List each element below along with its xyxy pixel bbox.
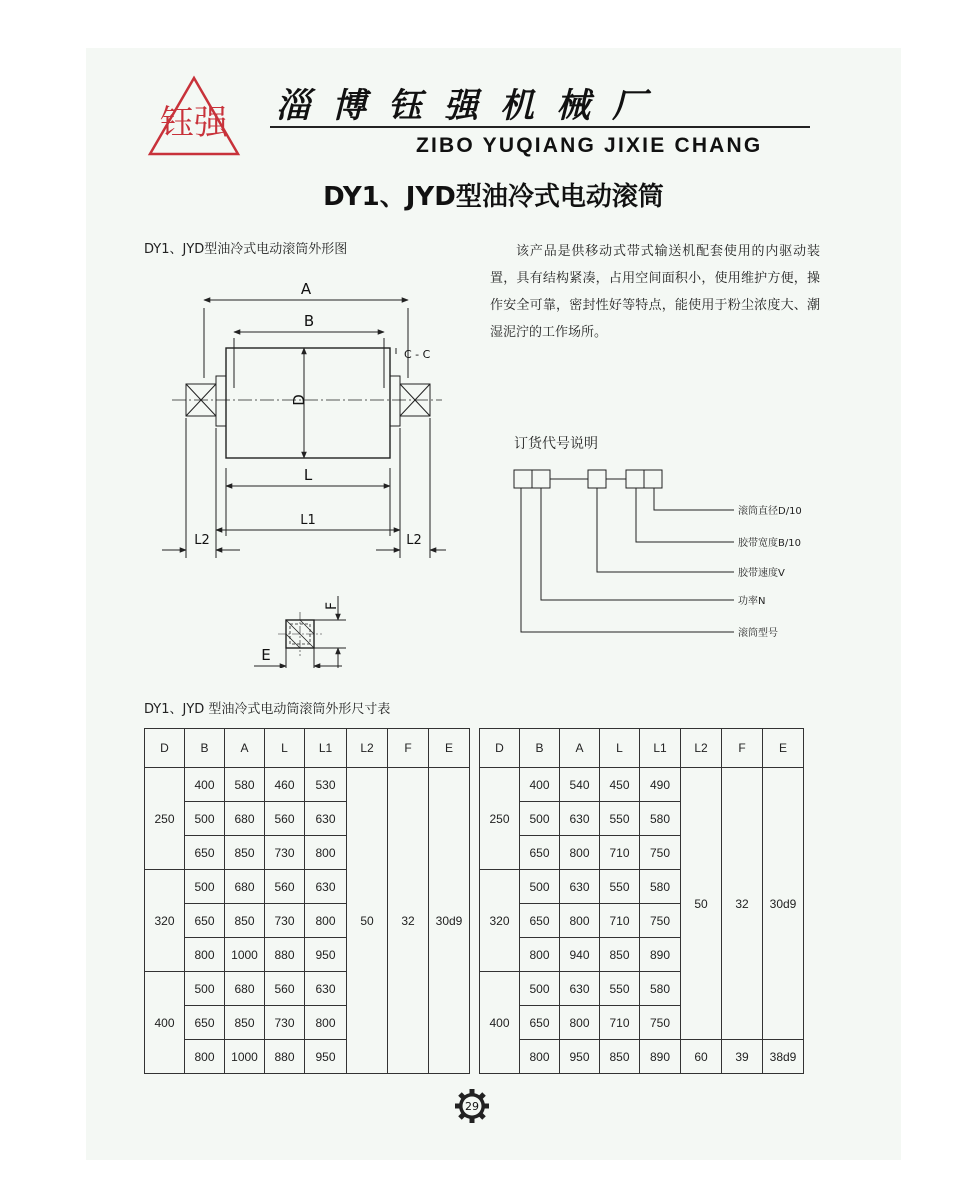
cell: 550: [600, 870, 640, 904]
header-b: B: [185, 729, 225, 768]
table-row: [145, 768, 470, 802]
flange-left: [216, 376, 226, 426]
cell: 1000: [225, 1040, 265, 1074]
cell: 710: [600, 1006, 640, 1040]
cell: 800: [185, 1040, 225, 1074]
cell: 550: [600, 972, 640, 1006]
cell: 550: [600, 802, 640, 836]
logo-text: 钰强: [160, 103, 228, 143]
header-a: A: [225, 729, 265, 768]
cell: 730: [265, 836, 305, 870]
order-item-model: 滚筒型号: [738, 628, 778, 639]
cell: 680: [225, 802, 265, 836]
cell: 650: [520, 1006, 560, 1040]
header-l: L: [265, 729, 305, 768]
cell: 650: [185, 904, 225, 938]
cell: 850: [600, 1040, 640, 1074]
cell: 650: [185, 836, 225, 870]
order-item-diameter: 滚筒直径D/10: [738, 506, 802, 517]
label-cc: C - C: [404, 348, 431, 361]
company-logo: [146, 74, 242, 158]
outline-drawing: [146, 268, 446, 668]
cell-l2: 50: [681, 768, 722, 1040]
label-l2-right: L2: [406, 533, 422, 548]
cell: 1000: [225, 938, 265, 972]
code-box-speed: [588, 470, 606, 488]
cell: 650: [520, 904, 560, 938]
cell: 400: [185, 768, 225, 802]
leader-power: [541, 488, 734, 600]
order-item-width: 胶带宽度B/10: [738, 538, 801, 549]
company-name-english: ZIBO YUQIANG JIXIE CHANG: [416, 134, 763, 157]
table-header-row: [480, 729, 804, 768]
page-number-badge: [454, 1088, 490, 1124]
cell: 580: [640, 802, 681, 836]
cell-f: 39: [722, 1040, 763, 1074]
cell: 460: [265, 768, 305, 802]
cell: 880: [265, 938, 305, 972]
leader-speed: [597, 488, 734, 572]
label-l2-left: L2: [194, 533, 210, 548]
cell-d: 320: [480, 870, 520, 972]
code-box-power: [532, 470, 550, 488]
diagram-caption: DY1、JYD型油冷式电动滚筒外形图: [144, 242, 348, 257]
cell: 800: [305, 836, 347, 870]
cell: 730: [265, 904, 305, 938]
cell: 750: [640, 904, 681, 938]
cell: 650: [520, 836, 560, 870]
cell: 500: [185, 972, 225, 1006]
header-b: B: [520, 729, 560, 768]
leader-diameter: [654, 488, 734, 510]
flange-right: [390, 376, 400, 426]
company-name-chinese: 淄博钰强机械厂: [276, 86, 668, 126]
label-d: D: [290, 394, 308, 406]
header-l1: L1: [640, 729, 681, 768]
label-a: A: [300, 280, 312, 298]
cell: 560: [265, 870, 305, 904]
header-e: E: [763, 729, 804, 768]
header-f: F: [722, 729, 763, 768]
dimension-table-left: [144, 728, 470, 1074]
cell: 850: [225, 904, 265, 938]
cell: 650: [185, 1006, 225, 1040]
cell: 750: [640, 836, 681, 870]
cell: 630: [305, 972, 347, 1006]
cell: 800: [560, 904, 600, 938]
cell: 800: [185, 938, 225, 972]
table-caption: DY1、JYD 型油冷式电动筒滚筒外形尺寸表: [144, 702, 391, 717]
cell-d: 400: [480, 972, 520, 1074]
header-l2: L2: [681, 729, 722, 768]
table-row: [480, 768, 804, 802]
cell-d: 250: [480, 768, 520, 870]
cell-d: 400: [145, 972, 185, 1074]
drum-body: [226, 348, 390, 458]
cell: 500: [185, 870, 225, 904]
cell-f: 32: [388, 768, 429, 1074]
cell: 560: [265, 802, 305, 836]
cell: 630: [305, 870, 347, 904]
cell: 750: [640, 1006, 681, 1040]
cell: 890: [640, 938, 681, 972]
order-code-diagram: [506, 458, 806, 643]
cell: 890: [640, 1040, 681, 1074]
header-l1: L1: [305, 729, 347, 768]
cell-e: 30d9: [429, 768, 470, 1074]
cell: 850: [225, 1006, 265, 1040]
cell: 540: [560, 768, 600, 802]
label-l: L: [303, 466, 313, 484]
header-e: E: [429, 729, 470, 768]
catalog-page: [86, 48, 901, 1160]
label-e: E: [261, 646, 271, 664]
header-f: F: [388, 729, 429, 768]
header-d: D: [480, 729, 520, 768]
header-rule: [270, 126, 810, 128]
header-l: L: [600, 729, 640, 768]
dimension-table-right: [479, 728, 804, 1074]
cell-l2: 50: [347, 768, 388, 1074]
cell: 950: [305, 1040, 347, 1074]
product-intro: 该产品是供移动式带式输送机配套使用的内驱动装置，具有结构紧凑，占用空间面积小，使用维护方便，操作安全可靠，密封性好等特点，能使用于粉尘浓度大、潮湿泥泞的工作场所。: [490, 244, 820, 340]
cell: 500: [520, 802, 560, 836]
code-box-model: [514, 470, 532, 488]
cell: 500: [520, 870, 560, 904]
cell-l2: 60: [681, 1040, 722, 1074]
order-item-speed: 胶带速度V: [738, 568, 785, 579]
cell: 490: [640, 768, 681, 802]
cell: 450: [600, 768, 640, 802]
cell: 680: [225, 972, 265, 1006]
code-box-diameter: [644, 470, 662, 488]
cell: 630: [560, 972, 600, 1006]
cell: 630: [560, 802, 600, 836]
cell: 800: [560, 1006, 600, 1040]
cell: 680: [225, 870, 265, 904]
table-header-row: [145, 729, 470, 768]
cell: 530: [305, 768, 347, 802]
cell: 710: [600, 904, 640, 938]
cell: 580: [225, 768, 265, 802]
cell: 800: [520, 938, 560, 972]
label-f: F: [324, 601, 340, 611]
cell: 710: [600, 836, 640, 870]
cell: 800: [560, 836, 600, 870]
cell: 950: [560, 1040, 600, 1074]
label-l1: L1: [300, 513, 316, 528]
cell-f: 32: [722, 768, 763, 1040]
cell: 800: [520, 1040, 560, 1074]
cell: 880: [265, 1040, 305, 1074]
cell: 730: [265, 1006, 305, 1040]
cell-e: 38d9: [763, 1040, 804, 1074]
cell-d: 320: [145, 870, 185, 972]
code-box-width: [626, 470, 644, 488]
header-l2: L2: [347, 729, 388, 768]
cell: 500: [185, 802, 225, 836]
page-number: 29: [465, 1100, 479, 1113]
cell: 630: [560, 870, 600, 904]
cell: 800: [305, 1006, 347, 1040]
header-d: D: [145, 729, 185, 768]
label-b: B: [303, 312, 315, 330]
cell: 850: [225, 836, 265, 870]
cell: 580: [640, 870, 681, 904]
cell-d: 250: [145, 768, 185, 870]
table-row: [480, 1040, 804, 1074]
order-item-power: 功率N: [738, 596, 766, 607]
leader-width: [636, 488, 734, 542]
cell: 580: [640, 972, 681, 1006]
order-code-title: 订货代号说明: [514, 436, 598, 452]
cell: 500: [520, 972, 560, 1006]
cell: 850: [600, 938, 640, 972]
cell-e: 30d9: [763, 768, 804, 1040]
cell: 630: [305, 802, 347, 836]
cell: 950: [305, 938, 347, 972]
page-title: DY1、JYD型油冷式电动滚筒: [323, 182, 664, 212]
header-a: A: [560, 729, 600, 768]
cell: 560: [265, 972, 305, 1006]
cell: 400: [520, 768, 560, 802]
cell: 940: [560, 938, 600, 972]
cell: 800: [305, 904, 347, 938]
